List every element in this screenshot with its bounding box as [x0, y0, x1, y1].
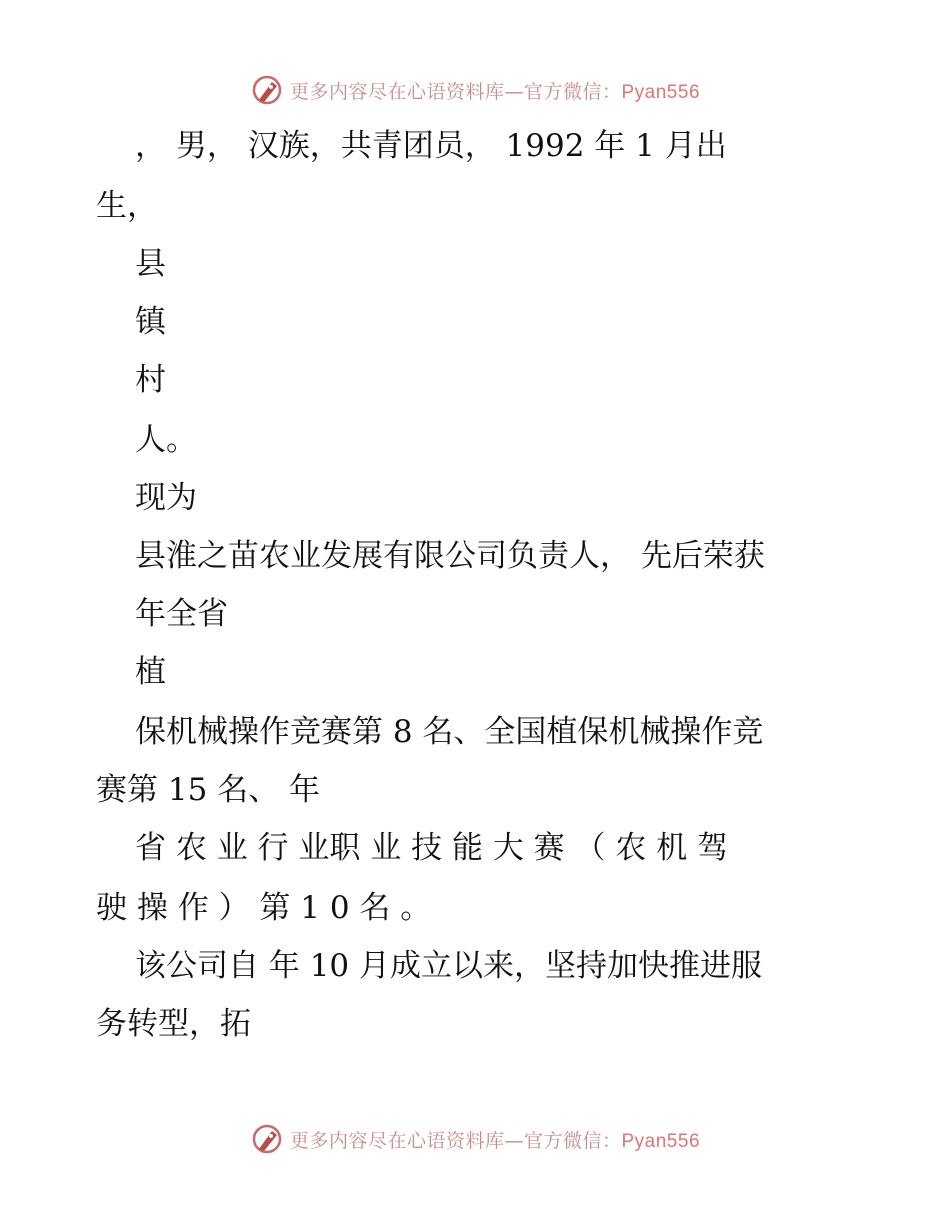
doc-line-1: ， 男， 汉族，共青团员， 1992 年 1 月出 [135, 128, 727, 164]
doc-line-5: 村 [135, 362, 166, 398]
doc-line-11: 保机械操作竞赛第 8 名、全国植保机械操作竞 [135, 714, 764, 750]
doc-line-9: 年全省 [135, 596, 228, 632]
header-watermark [0, 70, 950, 110]
doc-line-16: 务转型，拓 [96, 1006, 251, 1042]
doc-line-2: 生， [96, 188, 158, 224]
doc-line-7: 现为 [135, 480, 197, 516]
watermark-text: 更多内容尽在心语资料库—官方微信：Pyan556 [289, 1129, 701, 1152]
doc-line-10: 植 [135, 654, 166, 690]
footer-watermark [0, 1119, 950, 1159]
doc-line-3: 县 [135, 246, 166, 282]
doc-line-14: 驶 操 作 ） 第 1 0 名 。 [96, 890, 432, 926]
doc-line-15: 该公司自 年 10 月成立以来，坚持加快推进服 [135, 948, 763, 984]
pen-nib-circle-icon [250, 73, 284, 107]
doc-line-13: 省 农 业 行 业职 业 技 能 大 赛 （ 农 机 驾 [135, 830, 729, 866]
watermark-text: 更多内容尽在心语资料库—官方微信：Pyan556 [289, 80, 701, 103]
doc-line-8: 县淮之苗农业发展有限公司负责人， 先后荣获 [135, 538, 765, 574]
doc-line-12: 赛第 15 名、 年 [96, 772, 321, 808]
doc-line-4: 镇 [135, 304, 166, 340]
pen-nib-circle-icon [250, 1122, 284, 1156]
doc-line-6: 人。 [135, 422, 197, 458]
